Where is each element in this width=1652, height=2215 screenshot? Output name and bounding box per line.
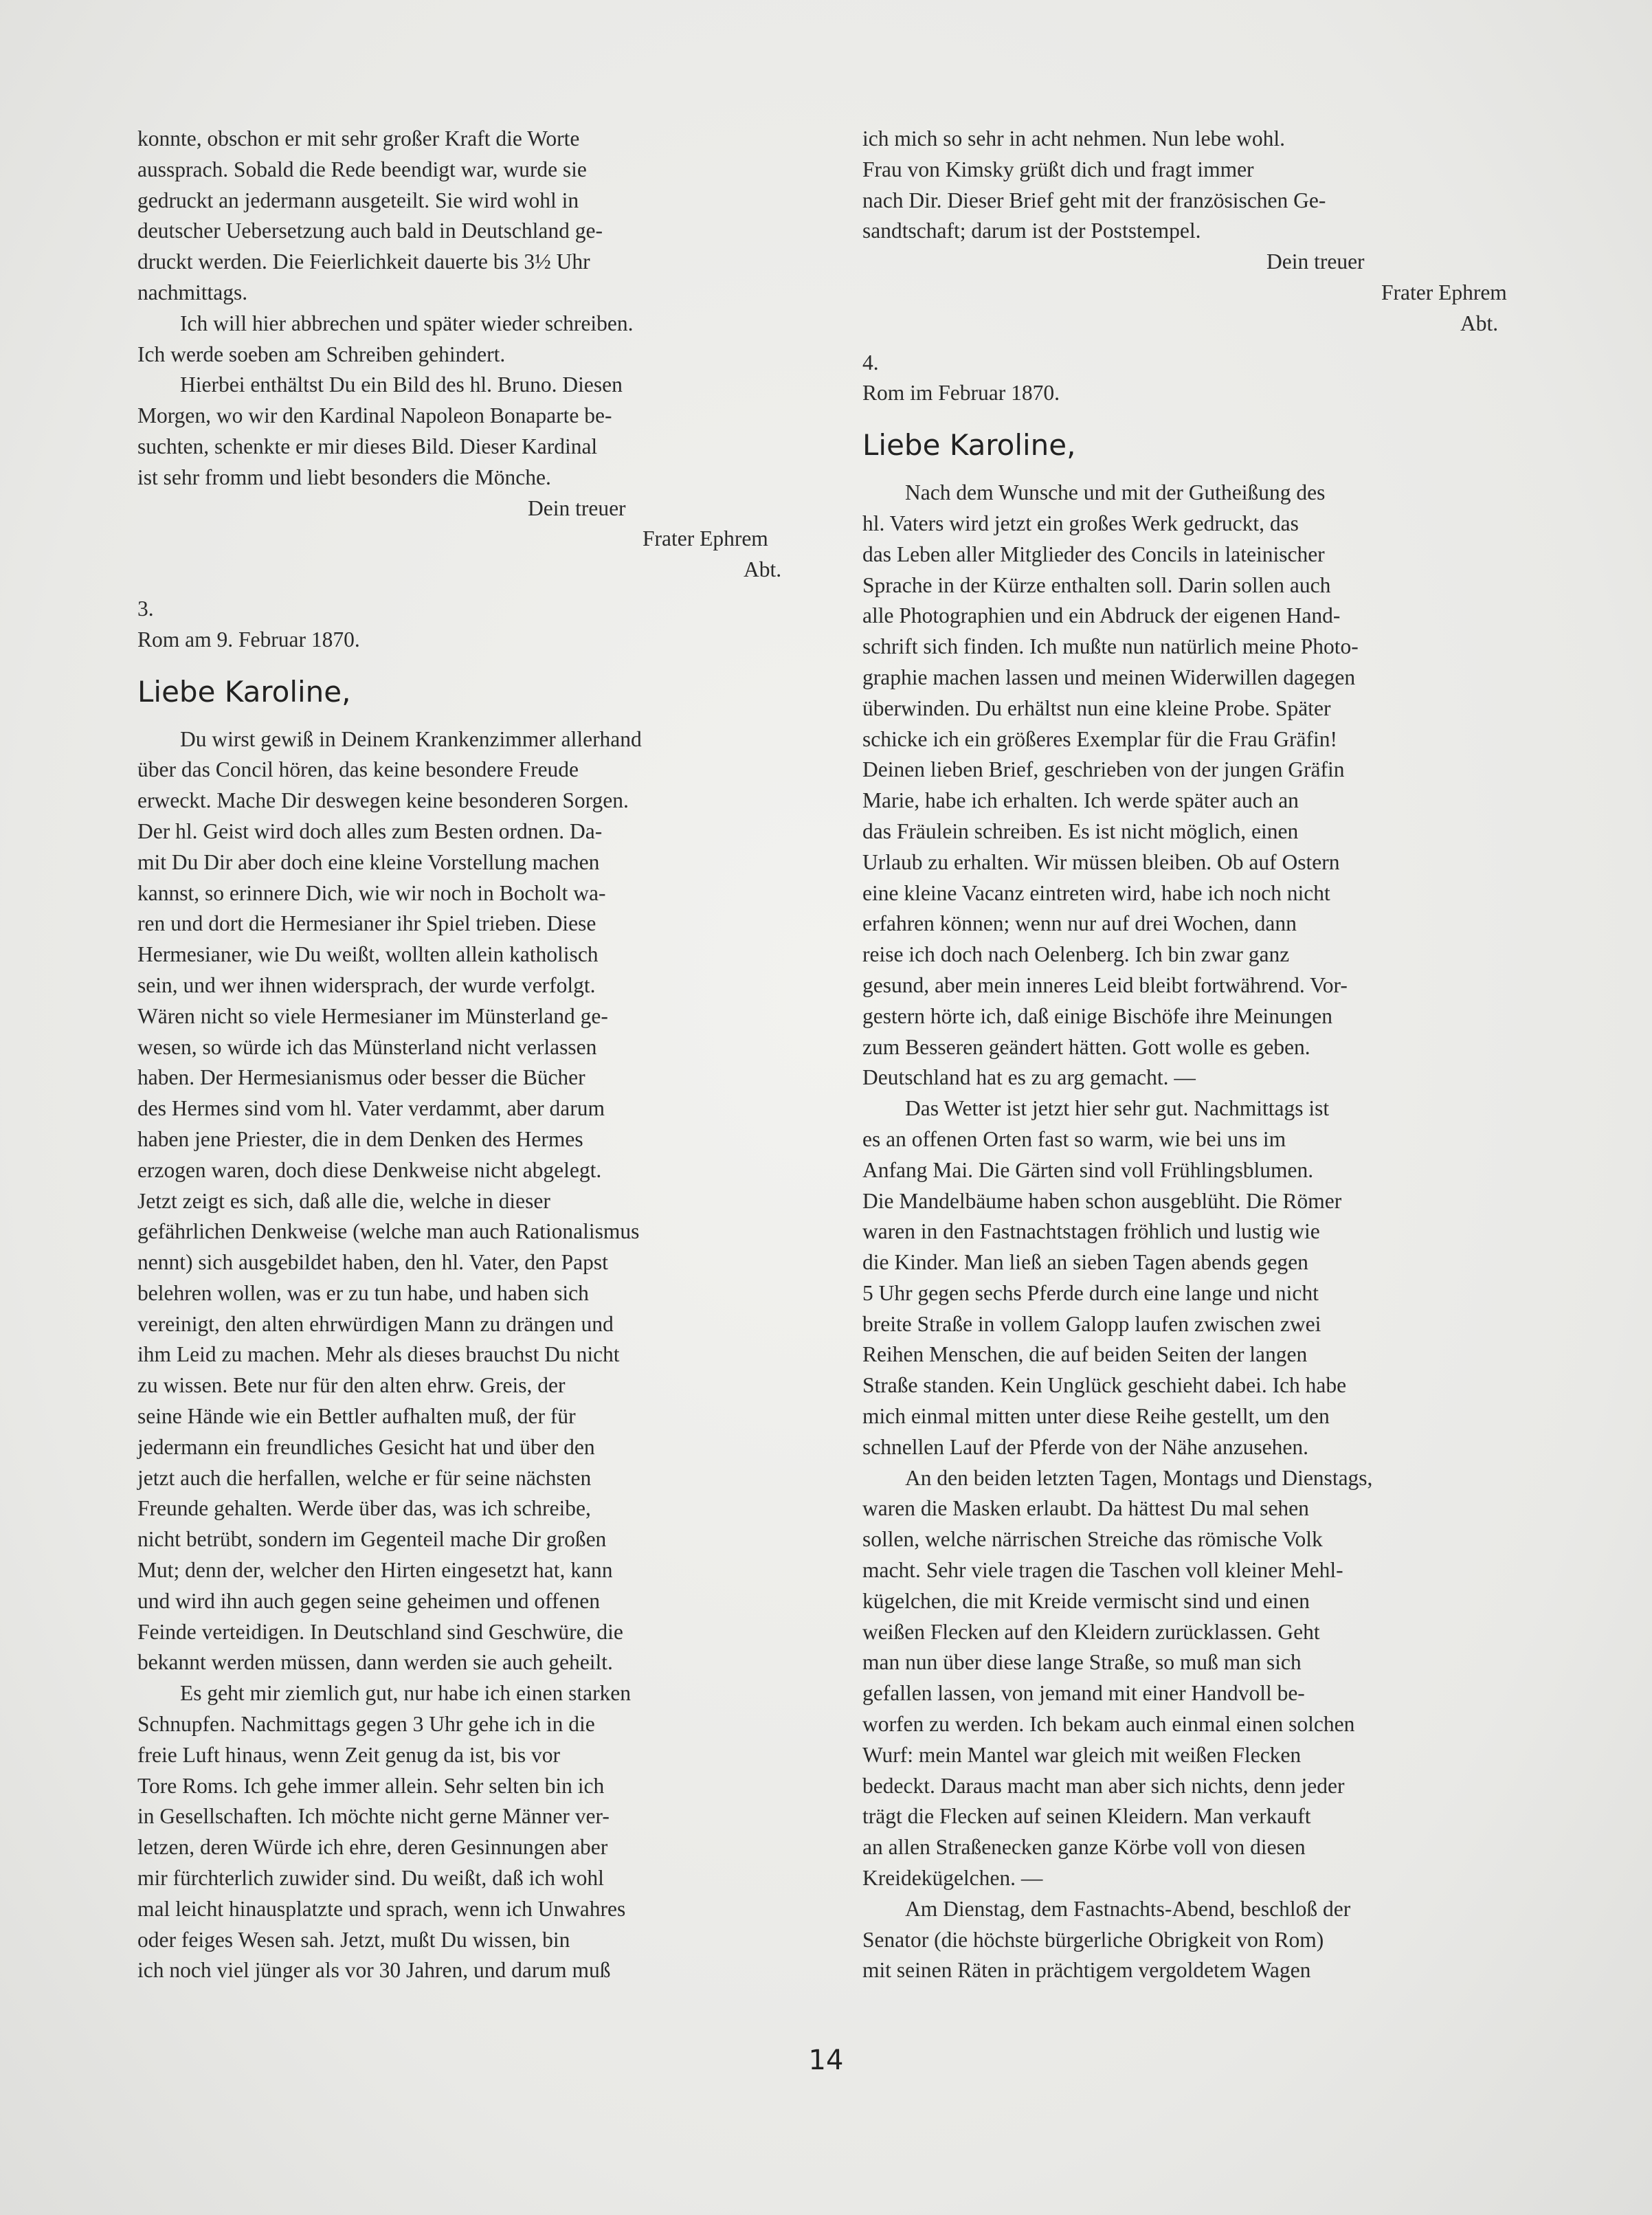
text-line: jetzt auch die herfallen, welche er für seine nächsten: [137, 1465, 592, 1490]
text-line: Ich werde soeben am Schreiben gehindert.: [137, 342, 506, 366]
text-line: weißen Flecken auf den Kleidern zurücklassen. Geht: [862, 1619, 1320, 1644]
text-line: Senator (die höchste bürgerliche Obrigkeit von Rom): [862, 1927, 1324, 1952]
text-line: und wird ihn auch gegen seine geheimen und offenen: [137, 1588, 600, 1613]
text-line: konnte, obschon er mit sehr großer Kraft die Worte: [137, 126, 580, 151]
text-line: Sprache in der Kürze enthalten soll. Darin sollen auch: [862, 572, 1331, 597]
text-line: alle Photographien und ein Abdruck der eigenen Hand-: [862, 603, 1341, 628]
text-line: Marie, habe ich erhalten. Ich werde später auch an: [862, 788, 1299, 813]
signature-closing: Dein treuer: [528, 496, 626, 520]
text-line: vereinigt, den alten ehrwürdigen Mann zu drängen und: [137, 1311, 614, 1336]
text-line: bekannt werden müssen, dann werden sie auch geheilt.: [137, 1650, 613, 1675]
left-column: [137, 124, 825, 1986]
text-line: in Gesellschaften. Ich möchte nicht gerne Männer ver-: [137, 1804, 610, 1829]
text-line: sandtschaft; darum ist der Poststempel.: [862, 219, 1201, 243]
text-line: nicht betrübt, sondern im Gegenteil mache Dir großen: [137, 1527, 607, 1552]
text-line: Kreidekügelchen. —: [862, 1866, 1043, 1891]
text-line: zu wissen. Bete nur für den alten ehrw. Greis, der: [137, 1373, 566, 1398]
text-line: Die Mandelbäume haben schon ausgeblüht. Die Römer: [862, 1188, 1342, 1213]
text-line: druckt werden. Die Feierlichkeit dauerte bis 3½ Uhr: [137, 249, 590, 274]
letter-date: Rom im Februar 1870.: [862, 381, 1060, 405]
text-line: haben. Der Hermesianismus oder besser die Bücher: [137, 1065, 585, 1090]
text-line: An den beiden letzten Tagen, Montags und Dienstags,: [905, 1465, 1373, 1490]
letter-number: 4.: [862, 350, 879, 375]
text-line: gesund, aber mein inneres Leid bleibt fortwährend. Vor-: [862, 972, 1348, 997]
text-line: sollen, welche närrischen Streiche das römische Volk: [862, 1527, 1323, 1552]
text-line: Reihen Menschen, die auf beiden Seiten der langen: [862, 1342, 1308, 1367]
text-line: schrift sich finden. Ich mußte nun natürlich meine Photo-: [862, 634, 1359, 659]
text-line: ich noch viel jünger als vor 30 Jahren, und darum muß: [137, 1958, 611, 1983]
text-line: Wurf: mein Mantel war gleich mit weißen Flecken: [862, 1742, 1302, 1767]
text-line: Freunde gehalten. Werde über das, was ich schreibe,: [137, 1496, 591, 1521]
letter-date: Rom am 9. Februar 1870.: [137, 627, 360, 652]
text-line: seine Hände wie ein Bettler aufhalten muß, der für: [137, 1404, 576, 1429]
text-line: Wären nicht so viele Hermesianer im Münsterland ge-: [137, 1003, 608, 1028]
text-line: zum Besseren geändert hätten. Gott wolle es geben.: [862, 1034, 1310, 1059]
text-line: mich einmal mitten unter diese Reihe gestellt, um den: [862, 1404, 1330, 1429]
text-line: breite Straße in vollem Galopp laufen zwischen zwei: [862, 1311, 1321, 1336]
text-line: jedermann ein freundliches Gesicht hat und über den: [137, 1434, 595, 1459]
text-line: belehren wollen, was er zu tun habe, und haben sich: [137, 1280, 589, 1305]
text-line: des Hermes sind vom hl. Vater verdammt, aber darum: [137, 1096, 605, 1121]
text-line: Frau von Kimsky grüßt dich und fragt immer: [862, 157, 1254, 181]
text-line: aussprach. Sobald die Rede beendigt war, wurde sie: [137, 157, 587, 181]
text-line: man nun über diese lange Straße, so muß man sich: [862, 1650, 1302, 1675]
text-line: Es geht mir ziemlich gut, nur habe ich einen starken: [180, 1681, 632, 1706]
text-line: erweckt. Mache Dir deswegen keine besonderen Sorgen.: [137, 788, 629, 813]
text-line: letzen, deren Würde ich ehre, deren Gesinnungen aber: [137, 1835, 608, 1860]
text-line: mir fürchterlich zuwider sind. Du weißt, daß ich wohl: [137, 1866, 604, 1891]
page-number: 14: [808, 2045, 844, 2076]
text-line: Schnupfen. Nachmittags gegen 3 Uhr gehe ich in die: [137, 1712, 595, 1737]
text-line: ihm Leid zu machen. Mehr als dieses brauchst Du nicht: [137, 1342, 620, 1367]
text-line: gefallen lassen, von jemand mit einer Handvoll be-: [862, 1681, 1305, 1706]
text-line: ist sehr fromm und liebt besonders die Mönche.: [137, 465, 551, 489]
text-line: nennt) sich ausgebildet haben, den hl. Vater, den Papst: [137, 1250, 608, 1275]
text-line: das Leben aller Mitglieder des Concils in lateinischer: [862, 542, 1325, 566]
text-line: eine kleine Vacanz eintreten wird, habe ich noch nicht: [862, 880, 1330, 905]
text-line: worfen zu werden. Ich bekam auch einmal einen solchen: [862, 1712, 1355, 1737]
text-line: Du wirst gewiß in Deinem Krankenzimmer allerhand: [180, 726, 642, 751]
text-line: oder feiges Wesen sah. Jetzt, mußt Du wissen, bin: [137, 1927, 570, 1952]
text-line: Feinde verteidigen. In Deutschland sind Geschwüre, die: [137, 1619, 623, 1644]
text-line: graphie machen lassen und meinen Widerwillen dagegen: [862, 665, 1356, 689]
text-line: nach Dir. Dieser Brief geht mit der französischen Ge-: [862, 188, 1326, 212]
text-line: 5 Uhr gegen sechs Pferde durch eine lange und nicht: [862, 1280, 1319, 1305]
text-line: an allen Straßenecken ganze Körbe voll von diesen: [862, 1835, 1306, 1860]
text-line: gedruckt an jedermann ausgeteilt. Sie wird wohl in: [137, 188, 579, 212]
text-line: Ich will hier abbrechen und später wieder schreiben.: [180, 311, 634, 335]
text-line: Deutschland hat es zu arg gemacht. —: [862, 1065, 1196, 1090]
text-line: erfahren können; wenn nur auf drei Wochen, dann: [862, 911, 1297, 936]
text-line: Das Wetter ist jetzt hier sehr gut. Nachmittags ist: [905, 1096, 1330, 1121]
text-line: bedeckt. Daraus macht man aber sich nichts, denn jeder: [862, 1773, 1345, 1798]
right-column: [862, 124, 1563, 1986]
text-line: gestern hörte ich, daß einige Bischöfe ihre Meinungen: [862, 1003, 1333, 1028]
text-line: kannst, so erinnere Dich, wie wir noch in Bocholt wa-: [137, 880, 606, 905]
text-line: Jetzt zeigt es sich, daß alle die, welche in dieser: [137, 1188, 550, 1213]
text-line: Straße standen. Kein Unglück geschieht dabei. Ich habe: [862, 1373, 1347, 1398]
text-line: Mut; denn der, welcher den Hirten eingesetzt hat, kann: [137, 1558, 613, 1583]
text-line: Anfang Mai. Die Gärten sind voll Frühlingsblumen.: [862, 1157, 1314, 1182]
text-line: haben jene Priester, die in dem Denken des Hermes: [137, 1126, 583, 1151]
text-line: freie Luft hinaus, wenn Zeit genug da ist, bis vor: [137, 1742, 560, 1767]
signature-title: Abt.: [744, 557, 782, 582]
text-line: es an offenen Orten fast so warm, wie bei uns im: [862, 1126, 1286, 1151]
text-line: kügelchen, die mit Kreide vermischt sind und einen: [862, 1588, 1310, 1613]
letter-greeting: Liebe Karoline,: [137, 674, 351, 709]
letter-greeting: Liebe Karoline,: [862, 428, 1076, 463]
text-line: macht. Sehr viele tragen die Taschen voll kleiner Mehl-: [862, 1558, 1343, 1583]
text-line: hl. Vaters wird jetzt ein großes Werk gedruckt, das: [862, 511, 1299, 535]
text-line: waren die Masken erlaubt. Da hättest Du mal sehen: [862, 1496, 1309, 1521]
text-line: Der hl. Geist wird doch alles zum Besten ordnen. Da-: [137, 819, 603, 843]
text-line: gefährlichen Denkweise (welche man auch Rationalismus: [137, 1219, 640, 1244]
text-line: die Kinder. Man ließ an sieben Tagen abends gegen: [862, 1250, 1308, 1275]
text-line: waren in den Fastnachtstagen fröhlich und lustig wie: [862, 1219, 1320, 1244]
text-line: erzogen waren, doch diese Denkweise nicht abgelegt.: [137, 1157, 602, 1182]
text-line: reise ich doch nach Oelenberg. Ich bin zwar ganz: [862, 942, 1290, 967]
text-line: trägt die Flecken auf seinen Kleidern. Man verkauft: [862, 1804, 1311, 1829]
text-line: Deinen lieben Brief, geschrieben von der jungen Gräfin: [862, 757, 1345, 782]
text-line: über das Concil hören, das keine besondere Freude: [137, 757, 579, 782]
text-line: mit seinen Räten in prächtigem vergoldetem Wagen: [862, 1958, 1311, 1983]
text-line: Morgen, wo wir den Kardinal Napoleon Bonaparte be-: [137, 403, 612, 428]
text-line: mal leicht hinausplatzte und sprach, wenn ich Unwahres: [137, 1896, 626, 1921]
text-line: sein, und wer ihnen widersprach, der wurde verfolgt.: [137, 972, 596, 997]
signature-name: Frater Ephrem: [1381, 280, 1507, 304]
text-line: Hierbei enthältst Du ein Bild des hl. Bruno. Diesen: [180, 372, 623, 397]
text-line: schicke ich ein größeres Exemplar für die Frau Gräfin!: [862, 726, 1337, 751]
signature-title: Abt.: [1460, 311, 1499, 335]
text-line: Tore Roms. Ich gehe immer allein. Sehr selten bin ich: [137, 1773, 605, 1798]
text-line: ich mich so sehr in acht nehmen. Nun lebe wohl.: [862, 126, 1285, 151]
text-line: deutscher Uebersetzung auch bald in Deutschland ge-: [137, 219, 603, 243]
text-line: ren und dort die Hermesianer ihr Spiel trieben. Diese: [137, 911, 596, 936]
text-line: nachmittags.: [137, 280, 248, 304]
signature-name: Frater Ephrem: [643, 526, 768, 551]
letter-number: 3.: [137, 596, 154, 621]
text-line: das Fräulein schreiben. Es ist nicht möglich, einen: [862, 819, 1299, 843]
signature-closing: Dein treuer: [1266, 249, 1365, 274]
text-line: Urlaub zu erhalten. Wir müssen bleiben. Ob auf Ostern: [862, 849, 1340, 874]
text-line: suchten, schenkte er mir dieses Bild. Dieser Kardinal: [137, 434, 598, 458]
text-line: schnellen Lauf der Pferde von der Nähe anzusehen.: [862, 1434, 1308, 1459]
text-line: mit Du Dir aber doch eine kleine Vorstellung machen: [137, 849, 600, 874]
text-line: Nach dem Wunsche und mit der Gutheißung des: [905, 480, 1326, 505]
text-line: Am Dienstag, dem Fastnachts-Abend, beschloß der: [905, 1896, 1351, 1921]
text-line: Hermesianer, wie Du weißt, wollten allein katholisch: [137, 942, 599, 967]
text-line: überwinden. Du erhältst nun eine kleine Probe. Später: [862, 695, 1331, 720]
text-line: wesen, so würde ich das Münsterland nicht verlassen: [137, 1034, 597, 1059]
